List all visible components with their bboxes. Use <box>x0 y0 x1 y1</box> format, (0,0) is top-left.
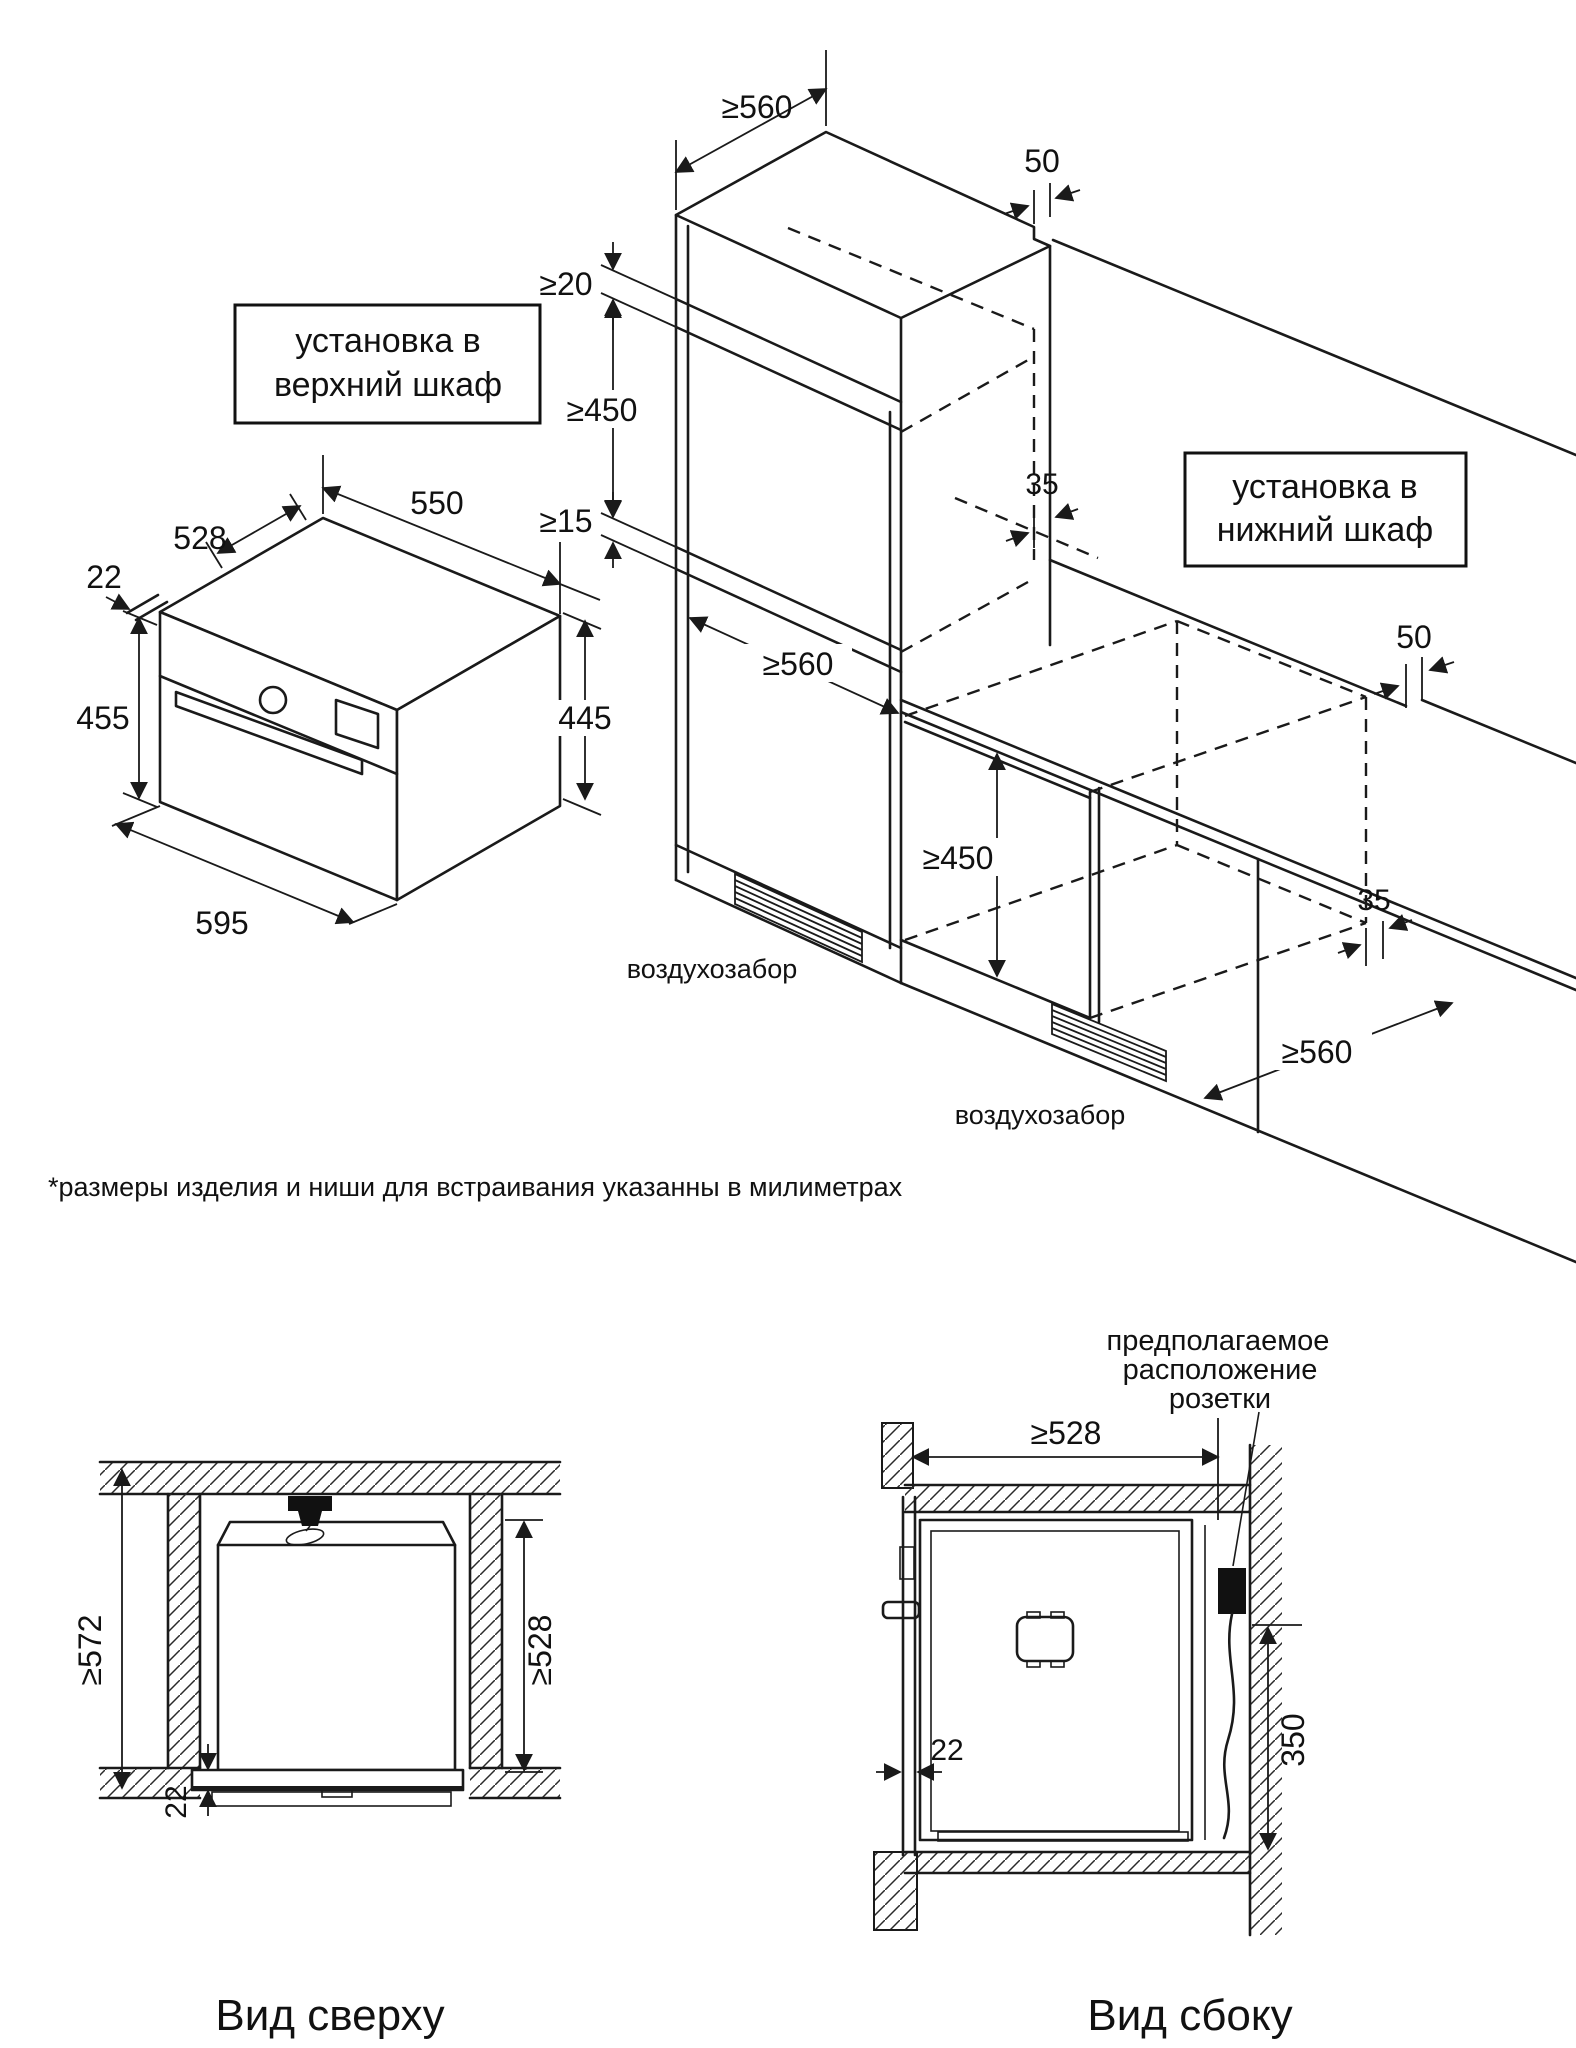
plug-pin <box>298 1511 322 1526</box>
sideview-depth-value: ≥528 <box>1030 1415 1102 1451</box>
side-view <box>874 1325 1329 2040</box>
oven-height-right-value: 445 <box>558 700 612 736</box>
oven-door-gap-value: 22 <box>86 559 122 595</box>
niche-depth-lower-value: ≥560 <box>1281 1034 1353 1070</box>
oven-plan-back <box>218 1522 455 1545</box>
dim-oven-height <box>76 611 157 807</box>
topview-oven-width-value: ≥528 <box>522 1614 558 1686</box>
oven-isometric <box>76 455 614 941</box>
top-view <box>72 1462 560 2040</box>
dim-topview-oven-width <box>505 1520 558 1772</box>
wall-section <box>1250 1445 1282 1935</box>
lower-label-line1: установка в <box>1232 468 1418 506</box>
oven-depth-value: 528 <box>173 520 227 556</box>
socket-label-line2: расположение <box>1122 1354 1318 1386</box>
base-cabinet <box>901 560 1576 1132</box>
topview-door-value: 22 <box>160 1785 193 1819</box>
dim-oven-height-right <box>556 613 614 815</box>
upper-cabinet-label <box>235 305 540 423</box>
vent-grille-upper <box>735 874 862 962</box>
plug-icon <box>288 1496 332 1511</box>
back-gap-lower-value: 35 <box>1357 884 1391 917</box>
niche-height-upper-value: ≥450 <box>566 392 638 428</box>
upper-label-line1: установка в <box>295 322 481 360</box>
upper-label-line2: верхний шкаф <box>273 366 503 404</box>
oven-front-width-value: 595 <box>195 905 249 941</box>
left-wall-hatch <box>168 1494 200 1768</box>
oven-width-value: 550 <box>410 485 464 521</box>
dim-top-gap <box>1004 143 1080 224</box>
oven-height-value: 455 <box>76 700 130 736</box>
tall-cabinet <box>539 50 1576 1262</box>
countertop-back2 <box>1422 700 1576 763</box>
oven-section-body <box>920 1520 1192 1840</box>
back-gap-upper-value: 35 <box>1025 468 1059 501</box>
sideview-door-value: 22 <box>930 1734 964 1767</box>
air-intake-label-upper: воздухозабор <box>626 954 798 984</box>
oven-plan-handle <box>212 1792 451 1806</box>
dim-back-gap-upper <box>1006 468 1078 548</box>
top-depth-value: ≥560 <box>721 89 793 125</box>
dim-niche-height-lower <box>908 754 1008 976</box>
clearance-below-value: ≥15 <box>539 503 593 539</box>
front-frame-section <box>882 1423 913 1488</box>
floor-section <box>905 1852 1250 1873</box>
cabinet-top-face <box>676 132 1050 318</box>
right-wall-hatch <box>470 1494 502 1768</box>
countertop-section <box>905 1485 1250 1512</box>
socket-label-line3: розетки <box>1168 1383 1272 1415</box>
side-view-caption: Вид сбоку <box>1087 1991 1293 2040</box>
wall-top-line <box>1053 240 1576 455</box>
countertop-back <box>1050 560 1406 706</box>
socket-icon <box>1218 1568 1246 1614</box>
dim-niche-width <box>690 618 898 713</box>
back-wall-hatch <box>100 1462 560 1494</box>
top-gap-value: 50 <box>1024 143 1060 179</box>
dim-counter-gap <box>1374 619 1454 708</box>
topview-niche-width-value: ≥572 <box>72 1614 108 1686</box>
niche-width-value: ≥560 <box>762 646 834 682</box>
counter-gap-value: 50 <box>1396 619 1432 655</box>
footnote: *размеры изделия и ниши для встраивания указанны в милиметрах <box>48 1172 903 1202</box>
power-cable <box>1224 1614 1234 1838</box>
top-view-caption: Вид сверху <box>215 1991 445 2040</box>
socket-label-line1: предполагаемое <box>1106 1325 1330 1357</box>
oven-plan-body <box>218 1545 455 1770</box>
dim-topview-niche-width <box>72 1470 122 1788</box>
dim-clearance-above <box>539 242 676 330</box>
socket-height-value: 350 <box>1275 1713 1311 1767</box>
air-intake-label-lower: воздухозабор <box>954 1100 1126 1130</box>
dim-niche-depth-lower <box>1205 1003 1452 1098</box>
handle-section <box>883 1602 919 1618</box>
lower-label-line2: нижний шкаф <box>1216 511 1434 549</box>
hidden-niche-lower <box>905 621 1366 1018</box>
lower-cabinet-label <box>1185 453 1466 566</box>
socket-location-label <box>1107 1325 1330 1415</box>
clearance-above-value: ≥20 <box>539 266 593 302</box>
niche-height-lower-value: ≥450 <box>922 840 994 876</box>
dim-oven-door-gap <box>86 559 129 609</box>
